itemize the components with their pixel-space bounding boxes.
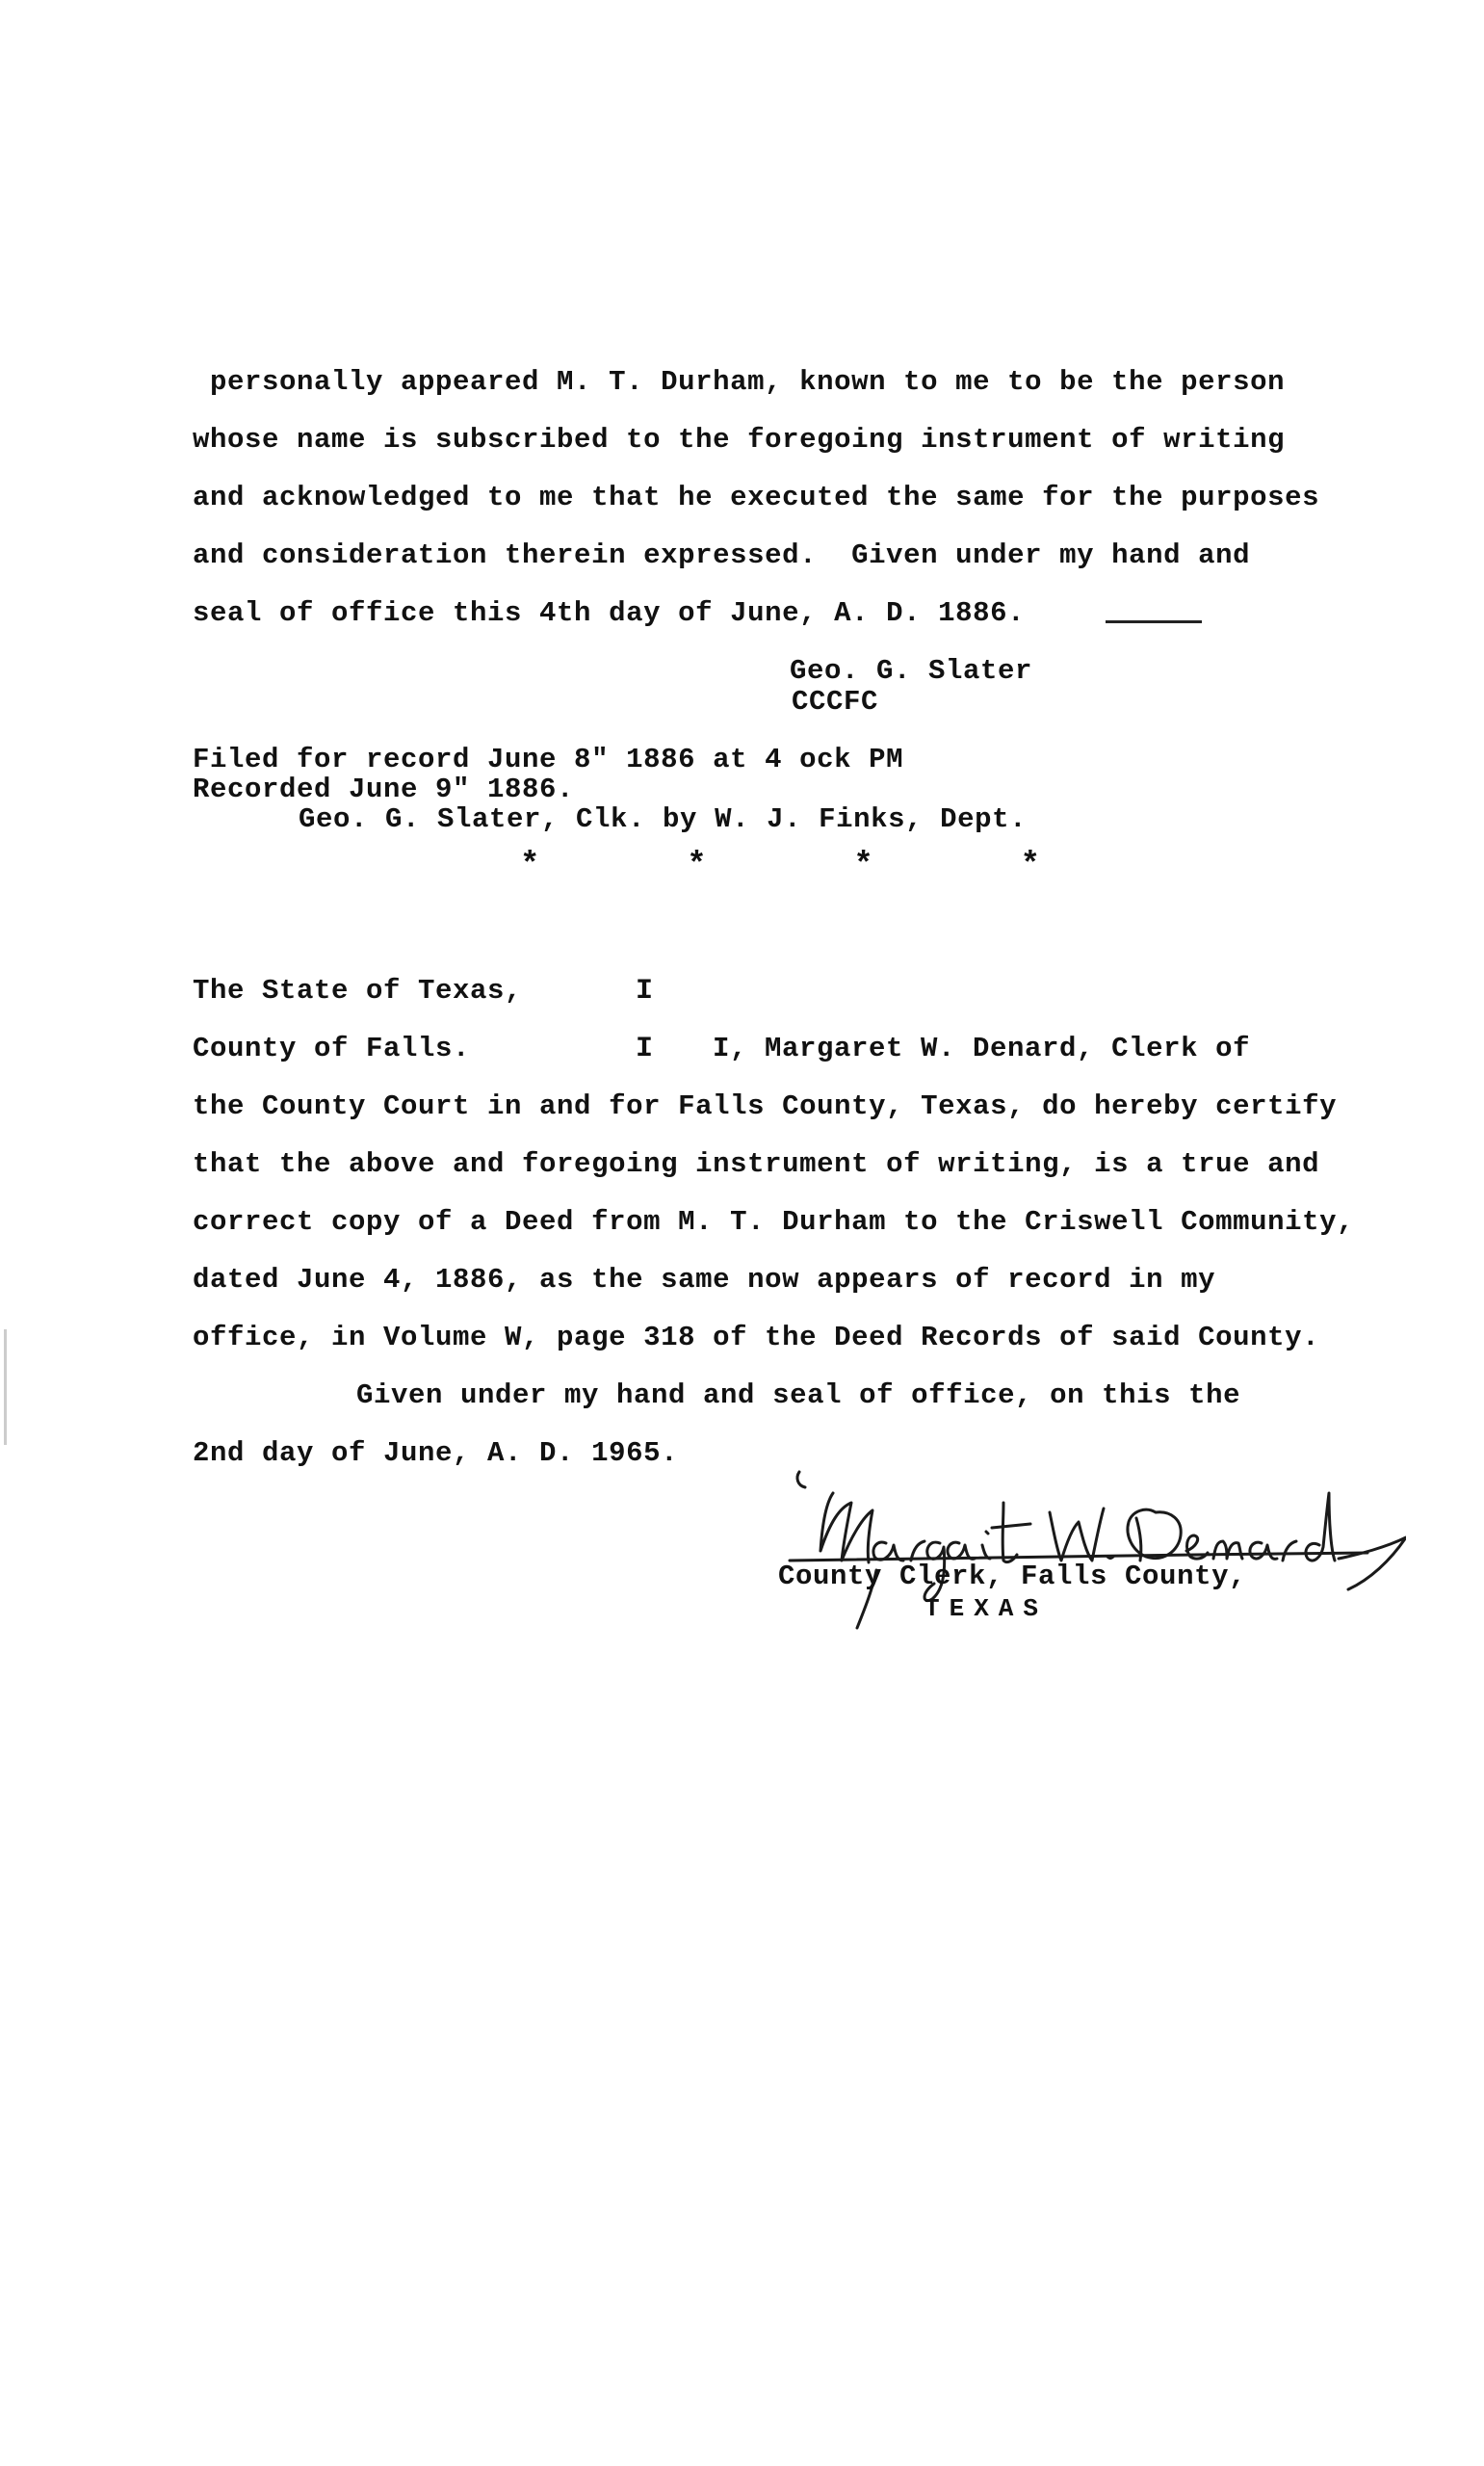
venue-bracket: I — [636, 1033, 654, 1065]
separator-star: * — [520, 848, 540, 884]
scan-edge-mark — [4, 1329, 7, 1445]
ack-line-2: whose name is subscribed to the foregoing instrument of writing — [193, 424, 1286, 456]
venue-bracket: I — [636, 975, 654, 1008]
cert-state: The State of Texas, — [193, 975, 523, 1007]
ack-line-5: seal of office this 4th day of June, A. D. 1886. — [193, 597, 1026, 629]
cert-line-4: dated June 4, 1886, as the same now appears of record in my — [193, 1264, 1216, 1296]
cert-line-1: the County Court in and for Falls County, Texas, do hereby certify — [193, 1090, 1338, 1122]
separator-star: * — [1020, 848, 1040, 884]
cert-given-line: Given under my hand and seal of office, on this the — [356, 1379, 1241, 1411]
ack-line-1: personally appeared M. T. Durham, known to me to be the person — [210, 366, 1286, 398]
ack-line-3: and acknowledged to me that he executed the same for the purposes — [193, 482, 1320, 513]
filed-line: Filed for record June 8" 1886 at 4 ock PM — [193, 744, 904, 775]
clerk-title: County Clerk, Falls County, — [778, 1561, 1247, 1592]
pen-dash-mark — [1106, 620, 1202, 623]
cert-line-3: correct copy of a Deed from M. T. Durham to the Criswell Community, — [193, 1206, 1355, 1238]
separator-star: * — [853, 848, 873, 884]
clerk-state: TEXAS — [924, 1594, 1049, 1623]
cert-first-line: I, Margaret W. Denard, Clerk of — [713, 1033, 1251, 1064]
ack-signer-name: Geo. G. Slater — [790, 655, 1033, 687]
recorded-line: Recorded June 9" 1886. — [193, 774, 575, 805]
separator-stars — [520, 848, 1040, 884]
cert-line-2: that the above and foregoing instrument of writing, is a true and — [193, 1148, 1320, 1180]
cert-county: County of Falls. — [193, 1033, 471, 1064]
separator-star: * — [687, 848, 707, 884]
cert-date-line: 2nd day of June, A. D. 1965. — [193, 1437, 679, 1469]
ack-signer-title: CCCFC — [792, 686, 879, 718]
cert-line-5: office, in Volume W, page 318 of the Deed Records of said County. — [193, 1322, 1320, 1353]
filing-clerk-line: Geo. G. Slater, Clk. by W. J. Finks, Dept. — [299, 803, 1028, 835]
ack-line-4: and consideration therein expressed. Given under my hand and — [193, 539, 1251, 571]
